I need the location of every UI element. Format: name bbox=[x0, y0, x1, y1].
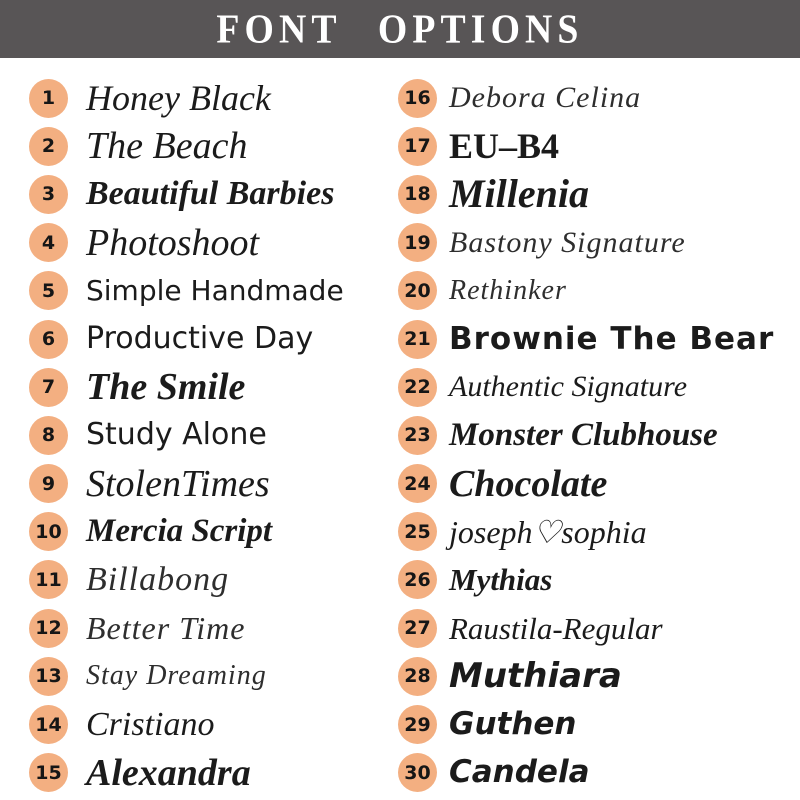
number-badge: 9 bbox=[29, 464, 68, 503]
number-badge: 3 bbox=[29, 175, 68, 214]
font-sample-label: Honey Black bbox=[86, 78, 271, 119]
font-option-row bbox=[398, 267, 800, 315]
number-badge: 8 bbox=[29, 416, 68, 455]
font-sample-label: EU–B4 bbox=[449, 126, 560, 167]
font-list bbox=[0, 58, 800, 797]
number-badge: 20 bbox=[398, 271, 437, 310]
font-sample-label: The Smile bbox=[86, 366, 246, 409]
font-sample-label: Debora Celina bbox=[449, 81, 642, 115]
font-option-row bbox=[29, 700, 398, 748]
font-sample-label: Millenia bbox=[449, 171, 590, 217]
font-option-row bbox=[29, 604, 398, 652]
font-option-row bbox=[29, 122, 398, 170]
font-sample-label: Photoshoot bbox=[86, 221, 260, 264]
font-option-row bbox=[398, 122, 800, 170]
font-sample-label: Alexandra bbox=[86, 751, 251, 794]
font-sample-label: Chocolate bbox=[449, 462, 608, 505]
font-sample-label: Authentic Signature bbox=[449, 370, 688, 404]
font-option-row bbox=[398, 604, 800, 652]
font-option-row bbox=[398, 411, 800, 459]
number-badge: 11 bbox=[29, 560, 68, 599]
font-option-row bbox=[398, 749, 800, 797]
font-option-row bbox=[398, 363, 800, 411]
number-badge: 30 bbox=[398, 753, 437, 792]
number-badge: 18 bbox=[398, 175, 437, 214]
font-option-row bbox=[398, 652, 800, 700]
number-badge: 6 bbox=[29, 320, 68, 359]
number-badge: 28 bbox=[398, 657, 437, 696]
number-badge: 26 bbox=[398, 560, 437, 599]
number-badge: 29 bbox=[398, 705, 437, 744]
number-badge: 14 bbox=[29, 705, 68, 744]
font-option-row bbox=[29, 363, 398, 411]
number-badge: 25 bbox=[398, 512, 437, 551]
font-option-row bbox=[29, 749, 398, 797]
font-sample-label: Brownie The Bear bbox=[449, 320, 775, 357]
font-option-row bbox=[398, 508, 800, 556]
number-badge: 24 bbox=[398, 464, 437, 503]
font-sample-label: Bastony Signature bbox=[449, 225, 686, 259]
font-sample-label: The Beach bbox=[86, 125, 248, 168]
font-sample-label: Monster Clubhouse bbox=[449, 416, 718, 453]
number-badge: 5 bbox=[29, 271, 68, 310]
font-option-row bbox=[29, 411, 398, 459]
font-sample-label: Better Time bbox=[86, 610, 246, 647]
number-badge: 13 bbox=[29, 657, 68, 696]
font-option-row bbox=[398, 170, 800, 218]
number-badge: 1 bbox=[29, 79, 68, 118]
font-option-row bbox=[29, 508, 398, 556]
number-badge: 16 bbox=[398, 79, 437, 118]
font-sample-label: StolenTimes bbox=[86, 462, 270, 505]
number-badge: 23 bbox=[398, 416, 437, 455]
font-sample-label: Simple Handmade bbox=[86, 273, 344, 307]
font-option-row bbox=[398, 700, 800, 748]
font-option-row bbox=[29, 315, 398, 363]
font-list-column-right bbox=[398, 74, 800, 797]
font-option-row bbox=[29, 652, 398, 700]
font-sample-label: Cristiano bbox=[86, 705, 215, 743]
font-option-row bbox=[398, 315, 800, 363]
font-option-row bbox=[29, 74, 398, 122]
number-badge: 10 bbox=[29, 512, 68, 551]
font-sample-label: Mercia Script bbox=[86, 513, 273, 550]
font-sample-label: Mythias bbox=[449, 562, 553, 598]
font-option-row bbox=[29, 170, 398, 218]
font-sample-label: Study Alone bbox=[86, 417, 267, 453]
header-banner bbox=[0, 0, 800, 58]
number-badge: 17 bbox=[398, 127, 437, 166]
number-badge: 22 bbox=[398, 368, 437, 407]
number-badge: 15 bbox=[29, 753, 68, 792]
font-option-row bbox=[398, 219, 800, 267]
font-option-row bbox=[29, 267, 398, 315]
font-sample-label: Stay Dreaming bbox=[86, 660, 267, 692]
font-option-row bbox=[29, 460, 398, 508]
font-sample-label: Rethinker bbox=[449, 274, 567, 306]
number-badge: 4 bbox=[29, 223, 68, 262]
font-option-row bbox=[398, 74, 800, 122]
font-sample-label: Beautiful Barbies bbox=[86, 175, 335, 213]
number-badge: 12 bbox=[29, 609, 68, 648]
font-option-row bbox=[398, 460, 800, 508]
page-title: FONT OPTIONS bbox=[216, 6, 584, 52]
font-sample-label: Guthen bbox=[449, 706, 577, 743]
font-sample-label: Productive Day bbox=[86, 321, 314, 357]
number-badge: 21 bbox=[398, 320, 437, 359]
font-sample-label: Candela bbox=[449, 754, 590, 791]
number-badge: 2 bbox=[29, 127, 68, 166]
font-sample-label: Raustila-Regular bbox=[449, 610, 663, 646]
font-option-row bbox=[398, 556, 800, 604]
font-sample-label: Muthiara bbox=[449, 656, 622, 697]
number-badge: 19 bbox=[398, 223, 437, 262]
number-badge: 7 bbox=[29, 368, 68, 407]
font-sample-label: Billabong bbox=[86, 560, 230, 598]
number-badge: 27 bbox=[398, 609, 437, 648]
font-sample-label: joseph♡sophia bbox=[449, 513, 647, 550]
font-option-row bbox=[29, 556, 398, 604]
font-list-column-left bbox=[29, 74, 398, 797]
font-option-row bbox=[29, 219, 398, 267]
